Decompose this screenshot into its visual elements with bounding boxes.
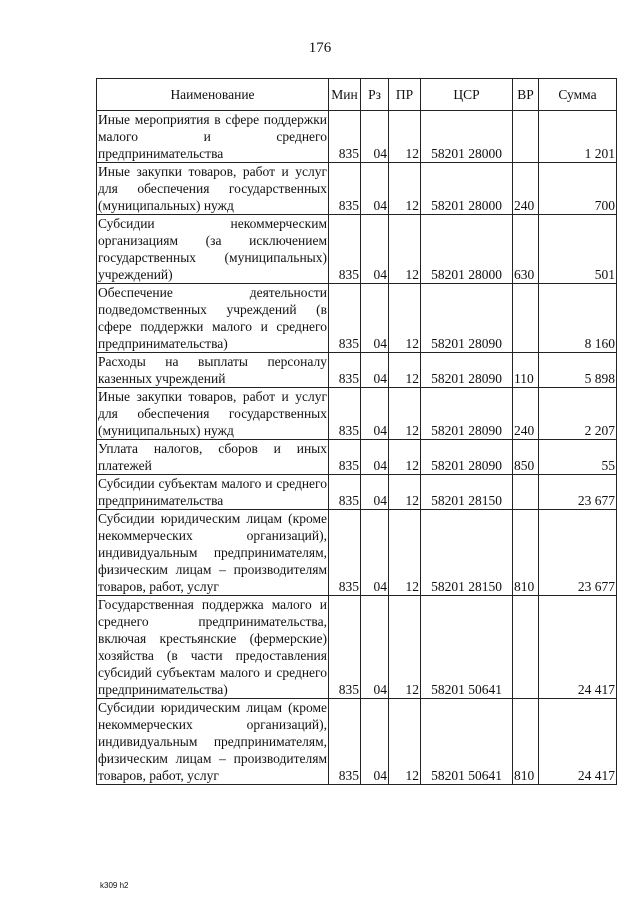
budget-table	[96, 78, 617, 785]
cell-name: Иные мероприятия в сфере поддержки малого и среднего предпринимательства	[98, 112, 327, 161]
table-row	[97, 284, 617, 353]
header-min: Мин	[329, 79, 361, 111]
cell-min: 835	[329, 440, 361, 475]
table-row	[97, 475, 617, 510]
cell-sum: 1 201	[539, 111, 617, 163]
cell-csr: 58201 50641	[421, 596, 513, 699]
cell-name: Субсидии субъектам малого и среднего предпринимательства	[98, 476, 327, 508]
cell-name: Иные закупки товаров, работ и услуг для обеспечения государственных (муниципальных) нужд	[98, 389, 327, 438]
cell-min: 835	[329, 475, 361, 510]
cell-vr: 630	[513, 215, 539, 284]
page-number: 176	[308, 40, 332, 56]
table-row	[97, 215, 617, 284]
cell-rz: 04	[361, 699, 389, 785]
cell-min: 835	[329, 510, 361, 596]
table-header-row	[97, 79, 617, 111]
cell-rz: 04	[361, 353, 389, 388]
cell-pr: 12	[389, 596, 421, 699]
cell-sum: 8 160	[539, 284, 617, 353]
cell-pr: 12	[389, 353, 421, 388]
cell-sum: 501	[539, 215, 617, 284]
cell-vr	[513, 111, 539, 163]
cell-rz: 04	[361, 215, 389, 284]
cell-min: 835	[329, 111, 361, 163]
cell-vr	[513, 284, 539, 353]
cell-name: Иные закупки товаров, работ и услуг для обеспечения государственных (муниципальных) нужд	[98, 164, 327, 213]
cell-pr: 12	[389, 284, 421, 353]
cell-vr	[513, 475, 539, 510]
cell-name: Уплата налогов, сборов и иных платежей	[98, 441, 327, 473]
cell-rz: 04	[361, 163, 389, 215]
header-csr: ЦСР	[421, 79, 513, 111]
cell-vr: 110	[513, 353, 539, 388]
cell-name: Государственная поддержка малого и среднего предпринимательства, включая крестьянские (фермерские) хозяйства (в части предоставления субсидий субъектам малого и среднего предпринимательства)	[98, 597, 327, 697]
cell-pr: 12	[389, 163, 421, 215]
cell-rz: 04	[361, 388, 389, 440]
cell-vr: 850	[513, 440, 539, 475]
cell-csr: 58201 28090	[421, 284, 513, 353]
cell-pr: 12	[389, 111, 421, 163]
table-row	[97, 510, 617, 596]
cell-vr: 810	[513, 510, 539, 596]
cell-pr: 12	[389, 699, 421, 785]
header-rz: Рз	[361, 79, 389, 111]
cell-rz: 04	[361, 111, 389, 163]
cell-rz: 04	[361, 510, 389, 596]
table-row	[97, 596, 617, 699]
cell-rz: 04	[361, 440, 389, 475]
cell-csr: 58201 28090	[421, 353, 513, 388]
cell-vr: 240	[513, 163, 539, 215]
cell-csr: 58201 28000	[421, 111, 513, 163]
cell-vr: 240	[513, 388, 539, 440]
table-row	[97, 388, 617, 440]
cell-sum: 2 207	[539, 388, 617, 440]
table-row	[97, 163, 617, 215]
header-pr: ПР	[389, 79, 421, 111]
cell-rz: 04	[361, 596, 389, 699]
cell-min: 835	[329, 388, 361, 440]
cell-name: Расходы на выплаты персоналу казенных учреждений	[98, 354, 327, 386]
footer-code: k309 h2	[100, 881, 129, 890]
cell-rz: 04	[361, 475, 389, 510]
table-body	[97, 111, 617, 785]
cell-csr: 58201 28150	[421, 510, 513, 596]
header-name: Наименование	[97, 79, 329, 111]
cell-min: 835	[329, 596, 361, 699]
cell-sum: 23 677	[539, 475, 617, 510]
cell-csr: 58201 28090	[421, 440, 513, 475]
cell-pr: 12	[389, 440, 421, 475]
cell-sum: 24 417	[539, 699, 617, 785]
cell-sum: 24 417	[539, 596, 617, 699]
cell-name: Обеспечение деятельности подведомственных учреждений (в сфере поддержки малого и среднего предпринимательства)	[98, 285, 327, 351]
cell-sum: 55	[539, 440, 617, 475]
cell-rz: 04	[361, 284, 389, 353]
cell-min: 835	[329, 353, 361, 388]
cell-pr: 12	[389, 510, 421, 596]
cell-sum: 700	[539, 163, 617, 215]
cell-name: Субсидии юридическим лицам (кроме некоммерческих организаций), индивидуальным предпринимателям, физическим лицам – производителям товаров, работ, услуг	[98, 700, 327, 783]
header-vr: ВР	[513, 79, 539, 111]
cell-csr: 58201 28000	[421, 163, 513, 215]
cell-pr: 12	[389, 215, 421, 284]
table-row	[97, 353, 617, 388]
table-row	[97, 699, 617, 785]
cell-csr: 58201 28000	[421, 215, 513, 284]
cell-pr: 12	[389, 388, 421, 440]
cell-csr: 58201 50641	[421, 699, 513, 785]
cell-min: 835	[329, 215, 361, 284]
cell-min: 835	[329, 163, 361, 215]
cell-name: Субсидии юридическим лицам (кроме некоммерческих организаций), индивидуальным предпринимателям, физическим лицам – производителям товаров, работ, услуг	[98, 511, 327, 594]
cell-csr: 58201 28150	[421, 475, 513, 510]
cell-min: 835	[329, 699, 361, 785]
cell-name: Субсидии некоммерческим организациям (за исключением государственных (муниципальных) учреждений)	[98, 216, 327, 282]
table-row	[97, 440, 617, 475]
cell-vr	[513, 596, 539, 699]
table-row	[97, 111, 617, 163]
cell-vr: 810	[513, 699, 539, 785]
cell-csr: 58201 28090	[421, 388, 513, 440]
cell-pr: 12	[389, 475, 421, 510]
cell-sum: 5 898	[539, 353, 617, 388]
cell-min: 835	[329, 284, 361, 353]
header-sum: Сумма	[539, 79, 617, 111]
cell-sum: 23 677	[539, 510, 617, 596]
